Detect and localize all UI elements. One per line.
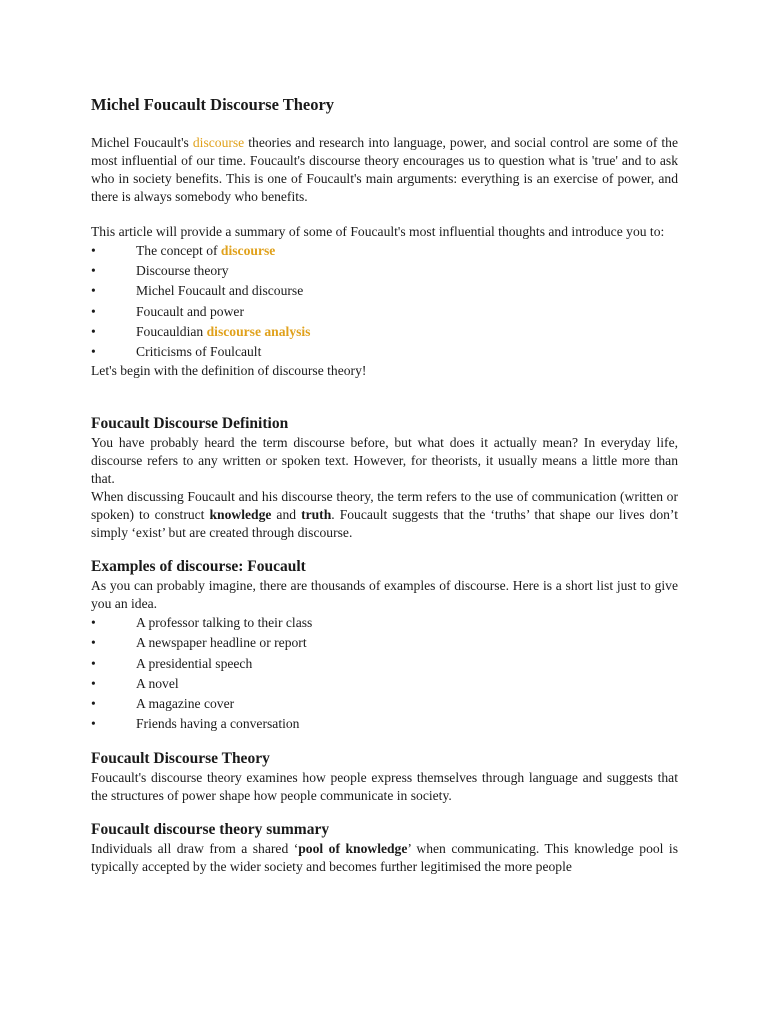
intro-paragraph-2: This article will provide a summary of some of Foucault's most influential thoughts and introduce you to: xyxy=(91,224,665,239)
list-item-text: Criticisms of Foulcault xyxy=(136,344,262,360)
list-item-text: Michel Foucault and discourse xyxy=(136,283,304,299)
spacer xyxy=(91,734,678,749)
list-item-text: Discourse theory xyxy=(136,263,229,279)
list-item-text: A presidential speech xyxy=(136,655,253,671)
list-item xyxy=(91,302,678,322)
bullet-icon: • xyxy=(91,303,96,319)
list-item xyxy=(91,714,678,734)
list-item xyxy=(91,241,678,261)
section-heading-theory: Foucault Discourse Theory xyxy=(91,750,270,768)
list-item-text: Foucault and power xyxy=(136,303,244,319)
summary-paragraph xyxy=(91,840,678,876)
bullet-icon: • xyxy=(91,615,96,631)
bullet-icon: • xyxy=(91,243,96,258)
spacer xyxy=(91,542,678,557)
section-heading-summary: Foucault discourse theory summary xyxy=(91,821,330,839)
intro-paragraph-3: Let's begin with the definition of discourse theory! xyxy=(91,363,367,379)
list-item xyxy=(91,654,678,674)
summary-text-rest: ’ when communicating. This knowledge pool is typically accepted by the wider society and becomes further legitimised the more people xyxy=(91,841,678,875)
list-item xyxy=(91,613,678,633)
truth-bold: truth xyxy=(301,507,332,523)
bullet-icon: • xyxy=(91,716,96,732)
page-title: Michel Foucault Discourse Theory xyxy=(91,95,335,114)
list-item xyxy=(91,322,678,342)
list-item-text: A novel xyxy=(136,675,179,691)
spacer xyxy=(91,380,678,414)
definition-p2-and: and xyxy=(271,507,302,523)
bullet-icon: • xyxy=(91,283,96,299)
summary-text: Individuals all draw from a shared ‘ xyxy=(91,841,299,857)
section-heading-examples: Examples of discourse: Foucault xyxy=(91,558,306,576)
bullet-icon: • xyxy=(91,344,96,360)
list-item xyxy=(91,281,678,301)
bullet-icon: • xyxy=(91,696,96,712)
list-item xyxy=(91,261,678,281)
discourse-analysis-link[interactable]: discourse analysis xyxy=(206,323,311,339)
list-item xyxy=(91,342,678,362)
discourse-concept-link[interactable]: discourse xyxy=(220,243,276,258)
list-item-text: A magazine cover xyxy=(136,696,235,712)
bullet-icon: • xyxy=(91,635,96,651)
bullet-icon: • xyxy=(91,323,96,339)
examples-list xyxy=(91,613,678,734)
bullet-icon: • xyxy=(91,675,96,691)
list-item-text: A professor talking to their class xyxy=(136,615,313,631)
list-item-text: A newspaper headline or report xyxy=(136,635,307,651)
intro-p1-text-rest: theories and research into language, power, and social control are some of the most influential of our time. Foucault's discourse theory encourages us to question what is 'true' and to ask who in society benefits. This is one of Foucault's main arguments: everything is an exercise of power, and there is always somebody who benefits. xyxy=(91,135,678,204)
list-item xyxy=(91,694,678,714)
definition-p2-text-rest: . Foucault suggests that the ‘truths’ that shape our lives don’t simply ‘exist’ but are created through discourse. xyxy=(91,507,678,541)
intro-p1-text: Michel Foucault's xyxy=(91,135,193,150)
list-item-text: Foucauldian xyxy=(136,323,207,339)
definition-p2-text: When discussing Foucault and his discourse theory, the term refers to the use of communication (written or spoken) to construct xyxy=(91,489,678,523)
knowledge-bold: knowledge xyxy=(209,507,272,523)
list-item-text: Friends having a conversation xyxy=(136,716,300,732)
topics-list xyxy=(91,241,678,362)
pool-of-knowledge-bold: pool of knowledge xyxy=(298,841,408,857)
definition-paragraph-2 xyxy=(91,488,678,542)
bullet-icon: • xyxy=(91,655,96,671)
document-content xyxy=(91,95,678,876)
examples-paragraph: As you can probably imagine, there are thousands of examples of discourse. Here is a short list just to give you an idea. xyxy=(91,578,678,612)
discourse-link[interactable]: discourse xyxy=(192,135,245,150)
spacer xyxy=(91,805,678,820)
list-item xyxy=(91,633,678,653)
intro-paragraph-1 xyxy=(91,134,678,206)
theory-paragraph: Foucault's discourse theory examines how people express themselves through language and suggests that the structures of power shape how people communicate in society. xyxy=(91,770,678,804)
section-heading-definition: Foucault Discourse Definition xyxy=(91,415,289,433)
bullet-icon: • xyxy=(91,263,96,279)
list-item xyxy=(91,674,678,694)
definition-paragraph-1: You have probably heard the term discourse before, but what does it actually mean? In everyday life, discourse refers to any written or spoken text. However, for theorists, it usually means a little more than that. xyxy=(91,435,678,487)
spacer xyxy=(91,206,678,223)
list-item-text: The concept of xyxy=(136,243,221,258)
